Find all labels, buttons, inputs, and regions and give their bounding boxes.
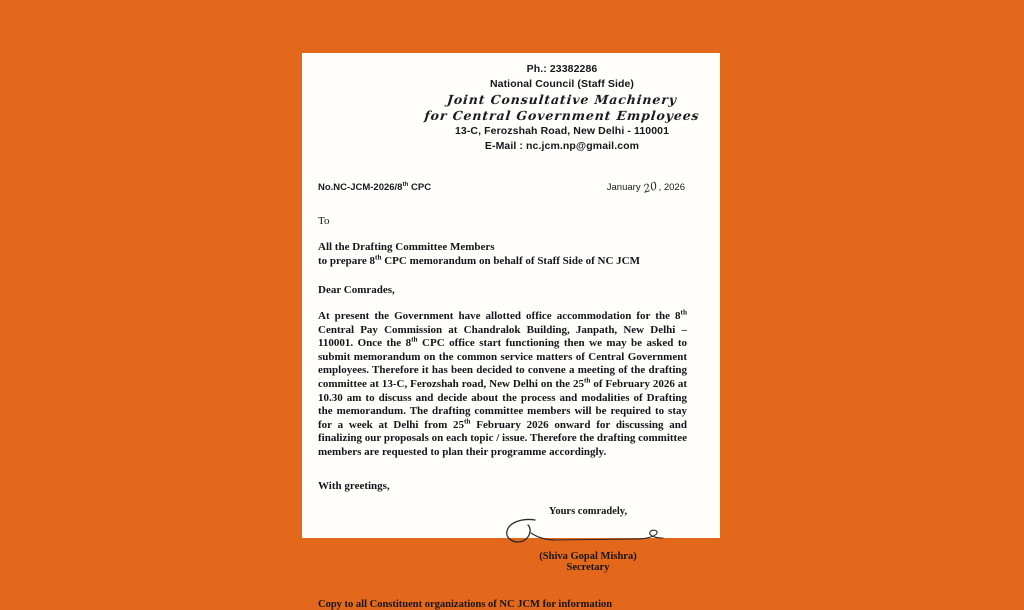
body-part-3: CPC office start functioning then we may be asked to submit memorandum on the common service matters of Central Government employees. Therefore it has been decided to convene a meeting of the drafting committee at 13-C, Ferozshah road, New Delhi on the 25	[318, 337, 687, 390]
date-year: , 2026	[658, 182, 685, 193]
letterhead-email: E-Mail : nc.jcm.np@gmail.com	[484, 140, 640, 152]
salutation: Dear Comrades,	[318, 284, 395, 296]
reference-number-suffix: CPC	[408, 182, 432, 193]
letterhead-address: 13-C, Ferozshah Road, New Delhi - 110001	[454, 125, 670, 137]
letterhead	[302, 53, 720, 154]
letterhead-script-line-1: Joint Consultative Machinery	[446, 92, 678, 107]
date-month: January	[606, 182, 641, 193]
signature-closing: Yours comradely,	[548, 505, 628, 517]
body-part-4: of February 2026 at 10.30 am to discuss and decide about the process and modalities of Drafting the memorandum. The drafting committee members will be required to stay for a week at Delhi from 25	[318, 377, 687, 431]
letter-body	[302, 180, 720, 610]
body-part-5: February 2026 onward for discussing and finalizing our proposals on each topic / issue. Therefore the drafting committee members are requested to plan their programme accordingly.	[318, 418, 688, 458]
reference-number-prefix: No.NC-JCM-2026/8	[318, 182, 403, 193]
addressee-line-2-suffix: CPC memorandum on behalf of Staff Side of NC JCM	[381, 254, 640, 267]
signature-block	[493, 506, 683, 573]
body-ordinal-4: th	[464, 417, 471, 426]
handwritten-date-day: 20	[641, 179, 659, 196]
copy-to-note: Copy to all Constituent organizations of NC JCM for information	[318, 598, 613, 610]
scanned-document-page	[302, 53, 720, 610]
reference-and-date-line	[318, 179, 687, 196]
signatory-name: (Shiva Gopal Mishra)	[539, 550, 637, 562]
greetings-line: With greetings,	[318, 479, 390, 492]
body-part-2: Central Pay Commission at Chandralok Building, Janpath, New Delhi – 110001. Once the 8	[318, 323, 687, 350]
reference-number	[318, 182, 431, 193]
handwritten-signature-icon	[493, 517, 683, 551]
to-label: To	[318, 215, 330, 227]
addressee-line-2-prefix: to prepare 8	[318, 254, 376, 267]
body-ordinal-1: th	[680, 308, 687, 317]
body-part-1: At present the Government have allotted office accommodation for the 8	[318, 310, 681, 322]
body-ordinal-2: th	[411, 335, 418, 344]
signatory-title: Secretary	[566, 561, 610, 573]
body-paragraph	[318, 310, 687, 460]
letter-date	[606, 179, 685, 196]
addressee-block	[318, 241, 687, 268]
reference-number-ordinal: th	[402, 180, 409, 188]
body-ordinal-3: th	[583, 376, 591, 385]
addressee-line-1: All the Drafting Committee Members	[318, 241, 495, 253]
letterhead-script-line-2: for Central Government Employees	[423, 108, 701, 123]
addressee-line-2	[318, 252, 687, 269]
letterhead-phone: Ph.: 23382286	[526, 63, 598, 75]
addressee-line-2-ordinal: th	[375, 252, 382, 261]
letterhead-council-name: National Council (Staff Side)	[489, 78, 635, 90]
